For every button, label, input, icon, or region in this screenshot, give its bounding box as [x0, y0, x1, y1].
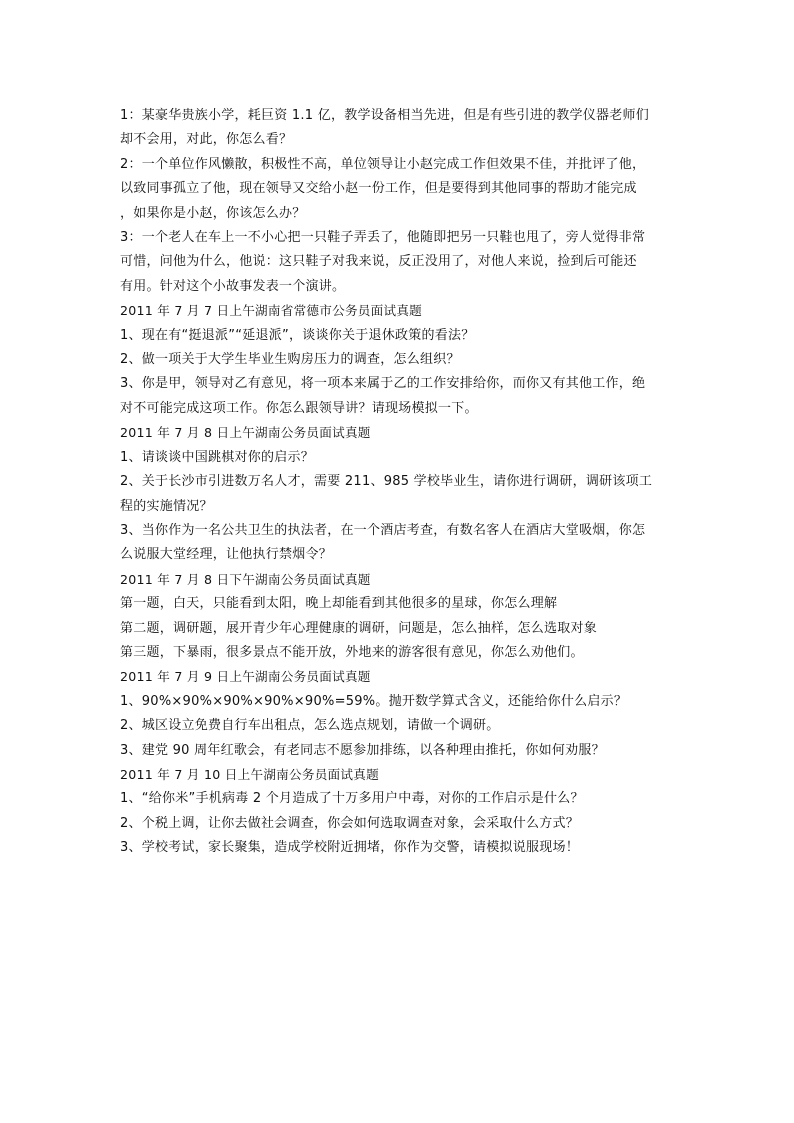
question-line: 么说服大堂经理，让他执行禁烟令？	[120, 547, 333, 563]
question-line: 3、你是甲，领导对乙有意见，将一项本来属于乙的工作安排给你，而你又有其他工作，绝	[120, 376, 646, 392]
question-line-intro-3: 3：一个老人在车上一不小心把一只鞋子弄丢了，他随即把另一只鞋也甩了，旁人觉得非常	[120, 230, 646, 246]
question-line: 第二题，调研题，展开青少年心理健康的调研，问题是，怎么抽样，怎么选取对象	[120, 620, 598, 636]
section-heading: 2011 年 7 月 9 日上午湖南公务员面试真题	[120, 669, 371, 685]
question-line: 程的实施情况？	[120, 498, 213, 514]
question-line: 第一题，白天，只能看到太阳，晚上却能看到其他很多的星球，你怎么理解	[120, 596, 558, 612]
section-heading: 2011 年 7 月 10 日上午湖南公务员面试真题	[120, 766, 379, 782]
question-line: 1、现在有“挺退派”“延退派”，谈谈你关于退休政策的看法？	[120, 327, 475, 343]
document-body	[120, 104, 680, 861]
question-line: 1、“给你米”手机病毒 2 个月造成了十万多用户中毒，对你的工作启示是什么？	[120, 791, 584, 807]
question-line-intro-3-cont: 有用。针对这个小故事发表一个演讲。	[120, 278, 346, 294]
question-line: 3、建党 90 周年红歌会，有老同志不愿参加排练，以各种理由推托，你如何劝服？	[120, 742, 605, 758]
section-heading: 2011 年 7 月 8 日下午湖南公务员面试真题	[120, 571, 371, 587]
question-line: 对不可能完成这项工作。你怎么跟领导讲？请现场模拟一下。	[120, 400, 478, 416]
question-line: 2、个税上调，让你去做社会调查，你会如何选取调查对象，会采取什么方式？	[120, 815, 580, 831]
question-line-intro-3-cont: 可惜，问他为什么，他说：这只鞋子对我来说，反正没用了，对他人来说，捡到后可能还	[120, 254, 637, 270]
section-heading: 2011 年 7 月 8 日上午湖南公务员面试真题	[120, 425, 371, 441]
question-line: 2、关于长沙市引进数万名人才，需要 211、985 学校毕业生，请你进行调研，调研该项工	[120, 474, 653, 490]
question-line: 第三题，下暴雨，很多景点不能开放，外地来的游客很有意见，你怎么劝他们。	[120, 644, 584, 660]
question-line-intro-1: 1：某豪华贵族小学，耗巨资 1.1 亿，教学设备相当先进，但是有些引进的教学仪器老师们	[120, 108, 649, 123]
question-line: 1、90%×90%×90%×90%×90%=59%。抛开数学算式含义，还能给你什么启示？	[120, 693, 628, 709]
question-line-intro-2-cont: ，如果你是小赵，你该怎么办？	[120, 205, 306, 221]
question-line: 3、当你作为一名公共卫生的执法者，在一个酒店考查，有数名客人在酒店大堂吸烟，你怎	[120, 522, 646, 538]
question-line: 1、请谈谈中国跳棋对你的启示？	[120, 449, 315, 465]
question-line: 3、学校考试，家长聚集，造成学校附近拥堵，你作为交警，请模拟说服现场！	[120, 840, 580, 856]
question-line-intro-2-cont: 以致同事孤立了他，现在领导又交给小赵一份工作，但是要得到其他同事的帮助才能完成	[120, 181, 637, 197]
question-line: 2、做一项关于大学生毕业生购房压力的调查，怎么组织？	[120, 352, 460, 368]
question-line-intro-2: 2：一个单位作风懒散，积极性不高，单位领导让小赵完成工作但效果不佳，并批评了他，	[120, 156, 646, 172]
question-line: 2、城区设立免费自行车出租点，怎么选点规划，请做一个调研。	[120, 718, 500, 734]
question-line-intro-1-cont: 却不会用，对此，你怎么看？	[120, 132, 293, 148]
section-heading: 2011 年 7 月 7 日上午湖南省常德市公务员面试真题	[120, 303, 423, 319]
